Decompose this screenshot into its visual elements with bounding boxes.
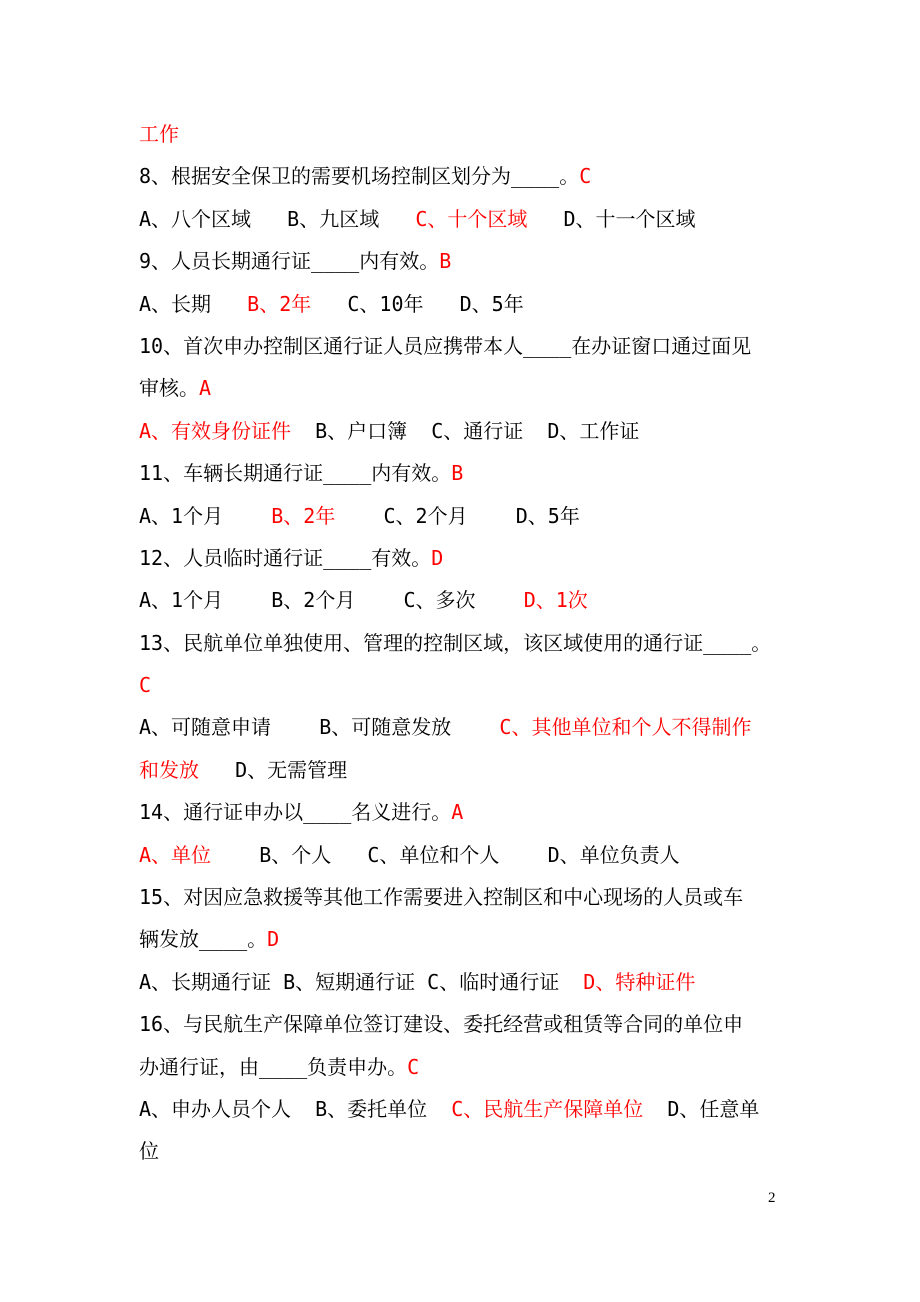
text-line (139, 283, 809, 325)
answer-text: C、十个区域 (415, 206, 528, 231)
text-line (139, 198, 809, 240)
text-line (139, 706, 809, 748)
answer-text: A、单位 (139, 842, 212, 867)
answer-text: C (139, 673, 152, 698)
answer-text: B (451, 461, 464, 486)
answer-text: C、其他单位和个人不得制作 (499, 715, 752, 740)
text-line (139, 410, 809, 452)
text-line (139, 1046, 809, 1088)
text-line (139, 495, 809, 537)
question-text: B、户口簿 C、通行证 D、工作证 (291, 418, 640, 443)
answer-text: B、2年 (271, 503, 336, 528)
text-line (139, 961, 809, 1003)
question-text: 8、根据安全保卫的需要机场控制区划分为____。 (139, 164, 580, 189)
answer-text: A、有效身份证件 (139, 418, 292, 443)
question-text: D、无需管理 (199, 757, 348, 782)
answer-text: D (431, 545, 444, 570)
text-line (139, 240, 809, 282)
text-line (139, 452, 809, 494)
question-text: 办通行证，由____负责申办。 (139, 1054, 408, 1079)
answer-text: C、民航生产保障单位 (451, 1096, 644, 1121)
question-text: 审核。 (139, 376, 199, 401)
question-text: 14、通行证申办以____名义进行。 (139, 800, 452, 825)
question-text: A、申办人员个人 B、委托单位 (139, 1096, 452, 1121)
answer-text: C (407, 1054, 420, 1079)
question-text: B、个人 C、单位和个人 D、单位负责人 (211, 842, 680, 867)
text-line (139, 749, 809, 791)
page-number: 2 (768, 1190, 776, 1206)
text-line (139, 834, 809, 876)
text-line (139, 622, 809, 664)
question-text: C、2个月 D、5年 (335, 503, 580, 528)
answer-text: D、1次 (523, 588, 588, 613)
text-line (139, 876, 809, 918)
question-text: 辆发放____。 (139, 927, 268, 952)
answer-text: D、特种证件 (583, 969, 696, 994)
text-line (139, 791, 809, 833)
question-text: 16、与民航生产保障单位签订建设、委托经营或租赁等合同的单位申 (139, 1012, 744, 1037)
question-text: D、十一个区域 (527, 206, 696, 231)
answer-text: C (579, 164, 592, 189)
question-text: A、可随意申请 B、可随意发放 (139, 715, 500, 740)
text-line (139, 664, 809, 706)
text-line (139, 579, 809, 621)
question-text: 13、民航单位单独使用、管理的控制区域，该区域使用的通行证____。 (139, 630, 772, 655)
question-text: A、长期通行证 B、短期通行证 C、临时通行证 (139, 969, 584, 994)
question-text: 11、车辆长期通行证____内有效。 (139, 461, 452, 486)
text-line (139, 1088, 809, 1130)
text-line (139, 367, 809, 409)
answer-text: B (439, 249, 452, 274)
answer-text: 和发放 (139, 757, 199, 782)
question-text: A、1个月 (139, 503, 272, 528)
text-line (139, 325, 809, 367)
answer-text: B、2年 (247, 291, 312, 316)
text-line (139, 1003, 809, 1045)
answer-text: 工作 (139, 122, 179, 146)
text-line (139, 1130, 809, 1172)
text-line (139, 113, 809, 155)
answer-text: D (267, 927, 280, 952)
question-text: 位 (139, 1139, 159, 1164)
question-text: 12、人员临时通行证____有效。 (139, 545, 432, 570)
text-line (139, 537, 809, 579)
question-text: 9、人员长期通行证____内有效。 (139, 249, 440, 274)
answer-text: A (199, 376, 212, 401)
text-line (139, 918, 809, 960)
question-text: 15、对因应急救援等其他工作需要进入控制区和中心现场的人员或车 (139, 885, 744, 910)
question-text: C、10年 D、5年 (311, 291, 524, 316)
question-text: A、长期 (139, 291, 248, 316)
question-text: 10、首次申办控制区通行证人员应携带本人____在办证窗口通过面见 (139, 333, 752, 358)
question-text: A、八个区域 B、九区域 (139, 206, 416, 231)
text-line (139, 155, 809, 197)
question-text: A、1个月 B、2个月 C、多次 (139, 588, 524, 613)
answer-text: A (451, 800, 464, 825)
question-text: D、任意单 (643, 1096, 760, 1121)
document-body (139, 113, 809, 1173)
